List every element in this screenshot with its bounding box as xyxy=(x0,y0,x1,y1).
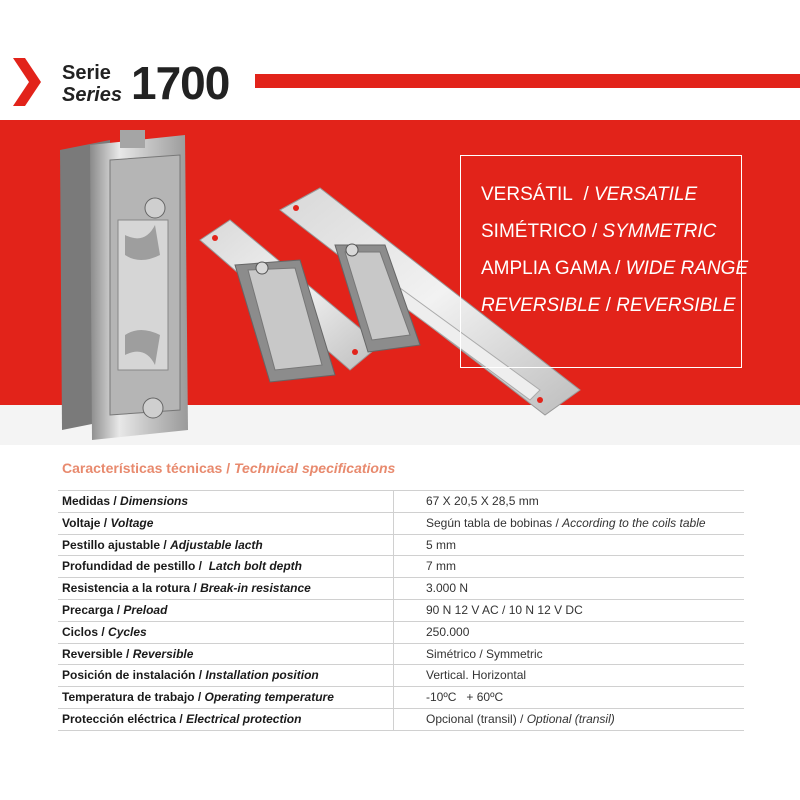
spec-value: Según tabla de bobinas / According to the coils table xyxy=(426,515,706,530)
feature-wide-range: AMPLIA GAMA / WIDE RANGE xyxy=(481,258,749,279)
table-row xyxy=(58,622,744,644)
spec-label: Posición de instalación / Installation position xyxy=(62,668,319,683)
model-number: 1700 xyxy=(131,57,230,109)
table-row xyxy=(58,490,744,513)
features-box xyxy=(460,155,749,368)
electric-strike-large xyxy=(60,130,188,440)
spec-label: Ciclos / Cycles xyxy=(62,624,147,639)
spec-label: Precarga / Preload xyxy=(62,602,168,617)
spec-value: 67 X 20,5 X 28,5 mm xyxy=(426,494,539,508)
specs-title: Características técnicas / Technical specifications xyxy=(62,460,396,476)
series-label: Series xyxy=(62,84,123,106)
header-accent-bar xyxy=(255,74,800,88)
table-row xyxy=(58,556,744,578)
spec-label: Resistencia a la rotura / Break-in resistance xyxy=(62,581,311,596)
spec-label: Profundidad de pestillo / Latch bolt depth xyxy=(62,559,303,574)
spec-label: Temperatura de trabajo / Operating temperature xyxy=(62,690,334,705)
series-header xyxy=(0,0,800,120)
spec-value: 90 N 12 V AC / 10 N 12 V DC xyxy=(426,602,583,617)
serie-label: Serie xyxy=(62,62,111,84)
spec-value: 250.000 xyxy=(426,624,470,639)
spec-value: 5 mm xyxy=(426,537,456,552)
feature-versatile: VERSÁTIL / VERSATILE xyxy=(481,184,698,205)
spec-value: Vertical. Horizontal xyxy=(426,668,527,683)
table-row xyxy=(58,578,744,600)
table-row xyxy=(58,665,744,687)
spec-label: Pestillo ajustable / Adjustable lacth xyxy=(62,537,263,552)
spec-label: Protección eléctrica / Electrical protection xyxy=(62,711,302,726)
spec-label: Medidas / Dimensions xyxy=(62,494,189,508)
spec-value: Opcional (transil) / Optional (transil) xyxy=(426,711,615,726)
spec-value: 3.000 N xyxy=(426,581,469,596)
spec-value: -10ºC + 60ºC xyxy=(426,690,504,705)
table-row xyxy=(58,535,744,557)
table-row xyxy=(58,600,744,622)
table-row xyxy=(58,709,744,731)
table-row xyxy=(58,513,744,535)
table-row xyxy=(58,687,744,709)
specs-table xyxy=(58,490,744,731)
feature-symmetric: SIMÉTRICO / SYMMETRIC xyxy=(481,221,717,242)
table-row xyxy=(58,644,744,666)
spec-label: Voltaje / Voltage xyxy=(62,515,154,530)
chevron-right-icon xyxy=(13,58,41,106)
spec-value: 7 mm xyxy=(426,559,456,574)
feature-reversible: REVERSIBLE / REVERSIBLE xyxy=(481,295,736,316)
spec-label: Reversible / Reversible xyxy=(62,646,194,661)
spec-value: Simétrico / Symmetric xyxy=(426,646,543,661)
